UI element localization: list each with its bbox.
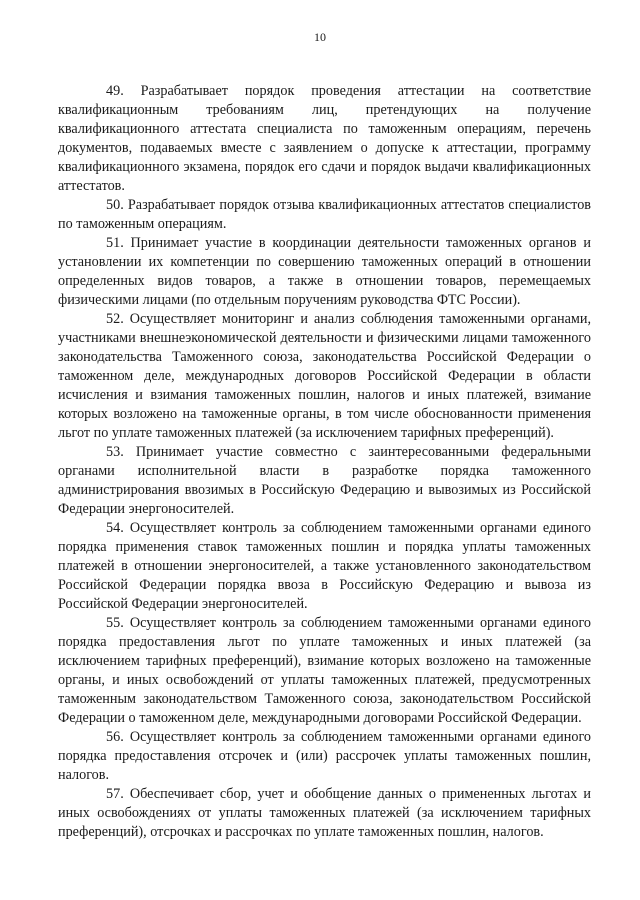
paragraph-50: 50. Разрабатывает порядок отзыва квалификационных аттестатов специалистов по таможенным операциям. [58,197,591,232]
paragraph-55: 55. Осуществляет контроль за соблюдением таможенными органами единого порядка предоставления льгот по уплате таможенных и иных платежей (за исключением тарифных преференций), взимание которых возложено на таможенные органы, и иных освобождений от уплаты таможенных платежей, предусмотренных таможенным законодательством Таможенного союза, законодательством Российской Федерации о таможенном деле, международными договорами Российской Федерации. [58,615,591,726]
paragraph-52: 52. Осуществляет мониторинг и анализ соблюдения таможенными органами, участниками внешнеэкономической деятельности и физическими лицами таможенного законодательства Таможенного союза, законодательства Российской Федерации о таможенном деле, международных договоров Российской Федерации в области исчисления и взимания таможенных пошлин, налогов и иных платежей, взимание которых возложено на таможенные органы, в том числе обоснованности применения льгот по уплате таможенных платежей (за исключением тарифных преференций). [58,311,591,441]
paragraph-54: 54. Осуществляет контроль за соблюдением таможенными органами единого порядка применения ставок таможенных пошлин и порядка уплаты таможенных платежей в отношении энергоносителей, а также установленного законодательством Российской Федерации порядка ввоза в Российскую Федерацию и вывоза из Российской Федерации энергоносителей. [58,520,591,612]
page-number: 10 [314,30,326,44]
paragraph-56: 56. Осуществляет контроль за соблюдением таможенными органами единого порядка предоставления отсрочек и (или) рассрочек уплаты таможенных пошлин, налогов. [58,729,591,783]
paragraph-57: 57. Обеспечивает сбор, учет и обобщение данных о примененных льготах и иных освобождениях от уплаты таможенных платежей (за исключением тарифных преференций), отсрочках и рассрочках по уплате таможенных пошлин, налогов. [58,786,591,840]
paragraph-49: 49. Разрабатывает порядок проведения аттестации на соответствие квалификационным требованиям лиц, претендующих на получение квалификационного аттестата специалиста по таможенным операциям, перечень документов, подаваемых вместе с заявлением о допуске к аттестации, программу квалификационного экзамена, порядок его сдачи и порядок выдачи квалификационных аттестатов. [58,83,591,194]
paragraph-53: 53. Принимает участие совместно с заинтересованными федеральными органами исполнительной власти в разработке порядка таможенного администрирования ввозимых в Российскую Федерацию и вывозимых из Российской Федерации энергоносителей. [58,444,591,517]
paragraph-51: 51. Принимает участие в координации деятельности таможенных органов и установлении их компетенции по совершению таможенных операций в отношении определенных видов товаров, а также в отношении товаров, перемещаемых физическими лицами (по отдельным поручениям руководства ФТС России). [58,235,591,308]
document-body [58,82,591,842]
